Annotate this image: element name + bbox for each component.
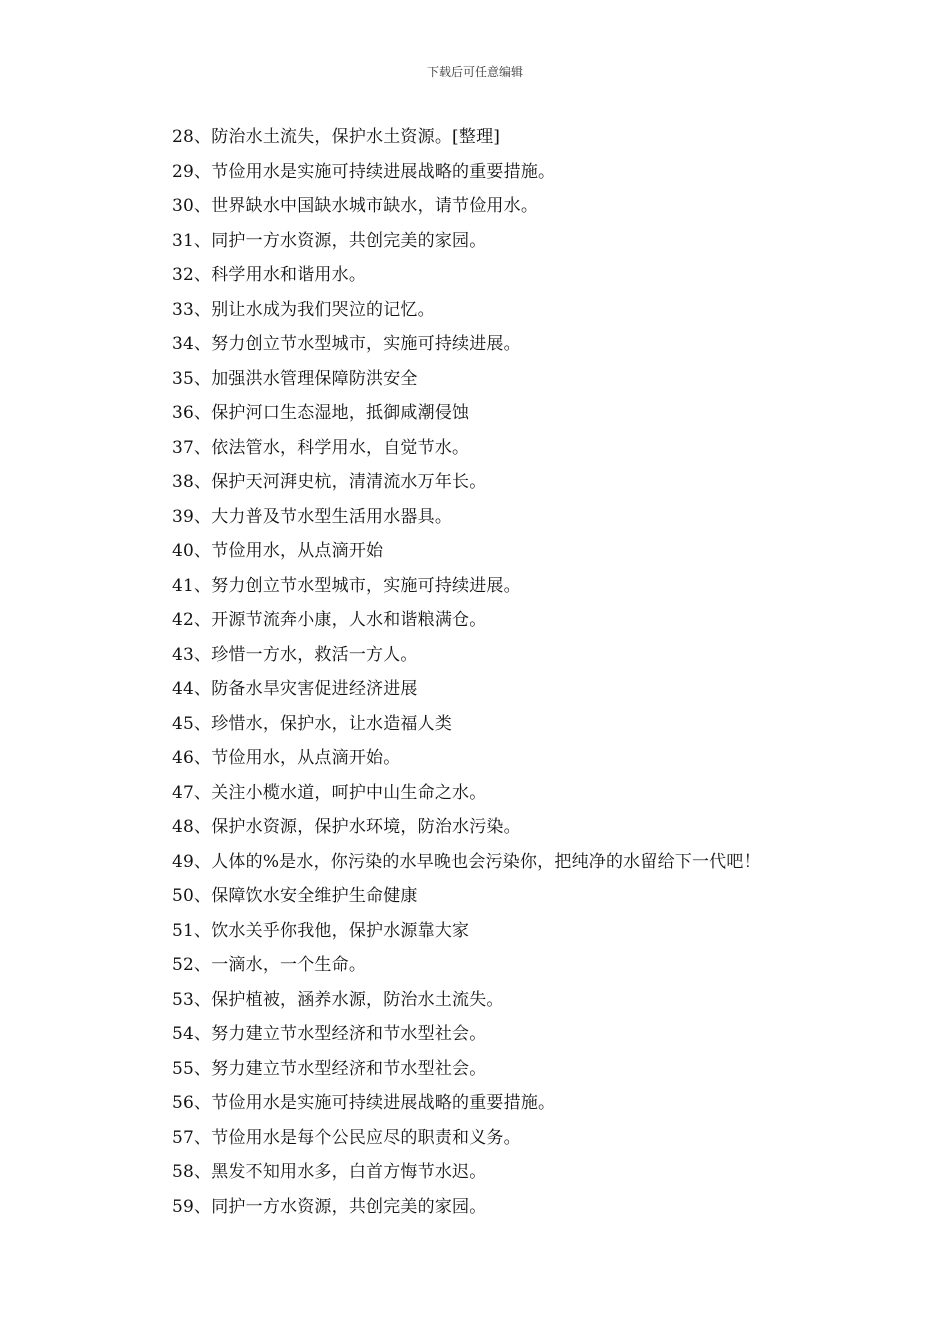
list-item: 32、科学用水和谐用水。: [172, 265, 367, 285]
list-item: 58、黑发不知用水多，白首方悔节水迟。: [172, 1162, 487, 1182]
list-item: 45、珍惜水，保护水，让水造福人类: [172, 713, 453, 734]
page-header: 下载后可任意编辑: [426, 65, 523, 79]
list-item: 52、一滴水，一个生命。: [172, 955, 367, 975]
list-item: 56、节俭用水是实施可持续进展战略的重要措施。: [172, 1093, 556, 1113]
list-item: 55、努力建立节水型经济和节水型社会。: [172, 1058, 487, 1079]
list-item: 48、保护水资源，保护水环境，防治水污染。: [172, 817, 521, 837]
list-item: 54、努力建立节水型经济和节水型社会。: [172, 1024, 487, 1044]
list-item: 30、世界缺水中国缺水城市缺水，请节俭用水。: [172, 196, 539, 216]
list-item: 49、人体的%是水，你污染的水早晚也会污染你，把纯净的水留给下一代吧！: [172, 851, 761, 872]
list-item: 53、保护植被，涵养水源，防治水土流失。: [172, 989, 504, 1010]
list-item: 34、努力创立节水型城市，实施可持续进展。: [172, 334, 521, 354]
list-item: 59、同护一方水资源，共创完美的家园。: [172, 1196, 487, 1217]
list-item: 28、防治水土流失，保护水土资源。[整理]: [172, 127, 501, 147]
list-item: 37、依法管水，科学用水，自觉节水。: [172, 437, 470, 458]
list-item: 39、大力普及节水型生活用水器具。: [172, 506, 453, 527]
list-item: 42、开源节流奔小康，人水和谐粮满仓。: [172, 610, 487, 630]
list-item: 57、节俭用水是每个公民应尽的职责和义务。: [172, 1127, 521, 1148]
list-item: 29、节俭用水是实施可持续进展战略的重要措施。: [172, 161, 556, 182]
list-item: 43、珍惜一方水，救活一方人。: [172, 644, 418, 665]
list-item: 31、同护一方水资源，共创完美的家园。: [172, 230, 487, 251]
list-item: 50、保障饮水安全维护生命健康: [172, 886, 418, 906]
list-item: 33、别让水成为我们哭泣的记忆。: [172, 299, 435, 320]
list-item: 40、节俭用水，从点滴开始: [172, 541, 384, 561]
list-item: 44、防备水旱灾害促进经济进展: [172, 679, 418, 699]
list-item: 47、关注小榄水道，呵护中山生命之水。: [172, 782, 487, 803]
list-item: 46、节俭用水，从点滴开始。: [172, 748, 401, 768]
slogan-list: [172, 120, 912, 1224]
list-item: 41、努力创立节水型城市，实施可持续进展。: [172, 575, 521, 596]
list-item: 38、保护天河湃史杭，清清流水万年长。: [172, 472, 487, 492]
list-item: 35、加强洪水管理保障防洪安全: [172, 368, 418, 389]
list-item: 51、饮水关乎你我他，保护水源靠大家: [172, 920, 470, 941]
list-item: 36、保护河口生态湿地，抵御咸潮侵蚀: [172, 403, 470, 423]
